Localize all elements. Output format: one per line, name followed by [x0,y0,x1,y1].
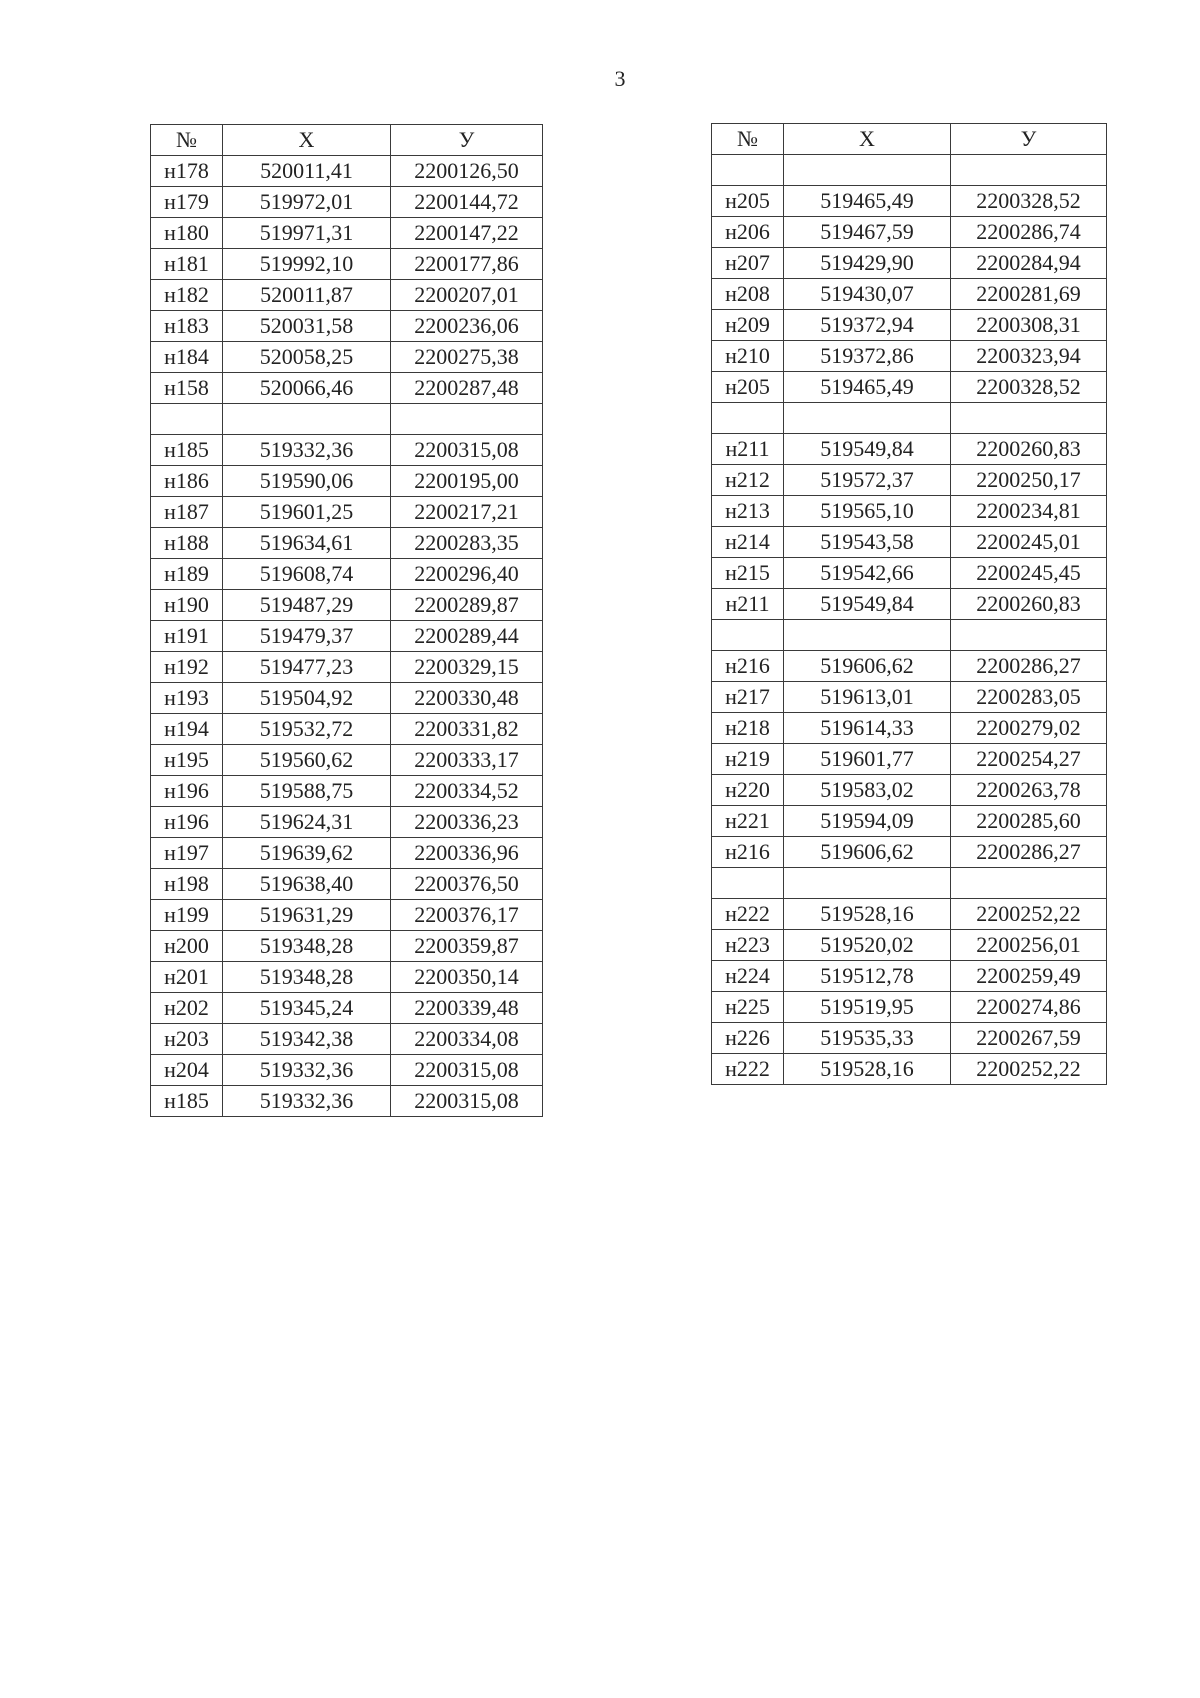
x-coordinate-cell: 519348,28 [223,931,391,962]
y-coordinate-cell: 2200284,94 [951,248,1107,279]
table-row [712,155,1107,186]
y-coordinate-cell: 2200245,45 [951,558,1107,589]
point-number-cell [712,155,784,186]
table-row [151,559,543,590]
point-number-cell: н190 [151,590,223,621]
x-coordinate-cell: 520031,58 [223,311,391,342]
point-number-cell: н194 [151,714,223,745]
x-coordinate-cell: 520011,87 [223,280,391,311]
x-coordinate-cell: 519348,28 [223,962,391,993]
y-coordinate-cell: 2200329,15 [391,652,543,683]
y-coordinate-cell: 2200144,72 [391,187,543,218]
x-coordinate-cell: 519588,75 [223,776,391,807]
y-coordinate-cell: 2200252,22 [951,899,1107,930]
x-coordinate-cell: 519634,61 [223,528,391,559]
y-coordinate-cell [951,868,1107,899]
point-number-cell [151,404,223,435]
x-coordinate-cell [784,155,951,186]
x-coordinate-cell: 519542,66 [784,558,951,589]
x-coordinate-cell: 519613,01 [784,682,951,713]
y-coordinate-cell: 2200236,06 [391,311,543,342]
table-row [712,434,1107,465]
point-number-cell: н206 [712,217,784,248]
table-row [151,683,543,714]
x-coordinate-cell [223,404,391,435]
table-row [712,465,1107,496]
table-row [151,621,543,652]
point-number-cell: н198 [151,869,223,900]
x-coordinate-cell: 519372,86 [784,341,951,372]
table-row [712,496,1107,527]
x-coordinate-cell: 519572,37 [784,465,951,496]
x-coordinate-cell: 519549,84 [784,589,951,620]
point-number-cell: н191 [151,621,223,652]
x-coordinate-cell: 519487,29 [223,590,391,621]
table-row [712,620,1107,651]
x-coordinate-cell: 519479,37 [223,621,391,652]
table-row [712,527,1107,558]
table-row [151,652,543,683]
table-row [712,806,1107,837]
x-coordinate-cell: 519465,49 [784,372,951,403]
point-number-cell: н223 [712,930,784,961]
point-number-cell: н178 [151,156,223,187]
table-row [712,372,1107,403]
y-coordinate-cell: 2200195,00 [391,466,543,497]
x-coordinate-cell: 519332,36 [223,1086,391,1117]
x-coordinate-cell: 519519,95 [784,992,951,1023]
x-coordinate-cell: 519528,16 [784,899,951,930]
x-coordinate-cell: 519639,62 [223,838,391,869]
table-row [151,900,543,931]
x-coordinate-cell: 519601,25 [223,497,391,528]
x-coordinate-cell: 519467,59 [784,217,951,248]
point-number-cell: н209 [712,310,784,341]
point-number-cell: н181 [151,249,223,280]
x-coordinate-cell: 519606,62 [784,651,951,682]
y-coordinate-cell: 2200287,48 [391,373,543,404]
y-coordinate-cell: 2200275,38 [391,342,543,373]
x-coordinate-cell [784,868,951,899]
y-coordinate-cell: 2200245,01 [951,527,1107,558]
point-number-cell: н196 [151,807,223,838]
table-row [151,869,543,900]
point-number-cell [712,403,784,434]
x-coordinate-cell: 519614,33 [784,713,951,744]
point-number-cell: н207 [712,248,784,279]
y-coordinate-cell: 2200274,86 [951,992,1107,1023]
y-coordinate-cell: 2200350,14 [391,962,543,993]
table-row [712,558,1107,589]
y-coordinate-cell: 2200126,50 [391,156,543,187]
table-row [712,961,1107,992]
y-coordinate-cell: 2200376,50 [391,869,543,900]
x-coordinate-cell: 519465,49 [784,186,951,217]
point-number-cell: н184 [151,342,223,373]
x-coordinate-cell: 519972,01 [223,187,391,218]
y-coordinate-cell: 2200339,48 [391,993,543,1024]
x-coordinate-cell: 519332,36 [223,1055,391,1086]
y-coordinate-cell: 2200254,27 [951,744,1107,775]
table-row [151,218,543,249]
y-coordinate-cell: 2200177,86 [391,249,543,280]
table-row [151,1024,543,1055]
table-row [712,837,1107,868]
x-coordinate-cell: 520058,25 [223,342,391,373]
table-row [712,682,1107,713]
point-number-cell: н201 [151,962,223,993]
y-coordinate-cell: 2200252,22 [951,1054,1107,1085]
table-row [151,249,543,280]
table-row [712,217,1107,248]
coordinates-table-left [150,124,543,1117]
x-coordinate-cell: 519543,58 [784,527,951,558]
table-row [151,187,543,218]
y-coordinate-cell: 2200207,01 [391,280,543,311]
point-number-cell: н210 [712,341,784,372]
y-coordinate-cell: 2200296,40 [391,559,543,590]
table-header-row [712,124,1107,155]
point-number-cell [712,868,784,899]
x-coordinate-cell: 519992,10 [223,249,391,280]
table-row [151,497,543,528]
y-coordinate-cell: 2200289,87 [391,590,543,621]
table-row [712,930,1107,961]
point-number-cell: н220 [712,775,784,806]
table-row [712,868,1107,899]
point-number-cell: н212 [712,465,784,496]
table-row [151,156,543,187]
table-row [712,744,1107,775]
table-row [151,776,543,807]
x-coordinate-cell: 519971,31 [223,218,391,249]
table-row [712,341,1107,372]
y-coordinate-cell: 2200260,83 [951,434,1107,465]
table-row [151,590,543,621]
point-number-cell: н204 [151,1055,223,1086]
table-row [151,404,543,435]
y-coordinate-cell: 2200315,08 [391,1086,543,1117]
table-row [712,899,1107,930]
x-coordinate-cell: 519429,90 [784,248,951,279]
point-number-cell: н197 [151,838,223,869]
point-number-cell: н185 [151,1086,223,1117]
y-coordinate-cell: 2200308,31 [951,310,1107,341]
point-number-cell: н182 [151,280,223,311]
table-row [151,280,543,311]
x-coordinate-cell: 519631,29 [223,900,391,931]
y-coordinate-cell: 2200331,82 [391,714,543,745]
table-row [712,1023,1107,1054]
y-coordinate-cell: 2200376,17 [391,900,543,931]
point-number-cell: н214 [712,527,784,558]
x-coordinate-cell: 519608,74 [223,559,391,590]
x-coordinate-cell: 519345,24 [223,993,391,1024]
y-coordinate-cell [951,620,1107,651]
point-number-cell: н221 [712,806,784,837]
point-number-cell: н216 [712,651,784,682]
x-coordinate-cell: 519535,33 [784,1023,951,1054]
page-number: 3 [614,66,626,91]
y-coordinate-cell: 2200336,96 [391,838,543,869]
point-number-cell [712,620,784,651]
y-coordinate-cell: 2200260,83 [951,589,1107,620]
x-coordinate-cell: 519601,77 [784,744,951,775]
point-number-cell: н205 [712,372,784,403]
y-coordinate-cell: 2200330,48 [391,683,543,714]
table-row [151,714,543,745]
x-coordinate-cell: 519532,72 [223,714,391,745]
table-row [712,651,1107,682]
x-coordinate-cell: 519520,02 [784,930,951,961]
header-y: У [391,125,543,156]
table-row [151,311,543,342]
y-coordinate-cell: 2200315,08 [391,1055,543,1086]
table-row [712,186,1107,217]
table-row [151,838,543,869]
y-coordinate-cell: 2200334,08 [391,1024,543,1055]
point-number-cell: н205 [712,186,784,217]
table-row [712,403,1107,434]
y-coordinate-cell: 2200333,17 [391,745,543,776]
point-number-cell: н202 [151,993,223,1024]
point-number-cell: н180 [151,218,223,249]
y-coordinate-cell: 2200336,23 [391,807,543,838]
point-number-cell: н216 [712,837,784,868]
y-coordinate-cell: 2200286,74 [951,217,1107,248]
y-coordinate-cell: 2200289,44 [391,621,543,652]
y-coordinate-cell: 2200286,27 [951,651,1107,682]
point-number-cell: н183 [151,311,223,342]
point-number-cell: н158 [151,373,223,404]
x-coordinate-cell: 519512,78 [784,961,951,992]
table-row [151,373,543,404]
table-header-row [151,125,543,156]
x-coordinate-cell: 519565,10 [784,496,951,527]
x-coordinate-cell: 519477,23 [223,652,391,683]
x-coordinate-cell: 519549,84 [784,434,951,465]
y-coordinate-cell: 2200328,52 [951,186,1107,217]
header-number: № [151,125,223,156]
x-coordinate-cell: 519638,40 [223,869,391,900]
point-number-cell: н200 [151,931,223,962]
x-coordinate-cell: 519332,36 [223,435,391,466]
y-coordinate-cell: 2200279,02 [951,713,1107,744]
header-number: № [712,124,784,155]
point-number-cell: н226 [712,1023,784,1054]
table-row [712,310,1107,341]
x-coordinate-cell [784,403,951,434]
x-coordinate-cell: 519560,62 [223,745,391,776]
table-row [712,1054,1107,1085]
point-number-cell: н211 [712,589,784,620]
x-coordinate-cell: 519342,38 [223,1024,391,1055]
x-coordinate-cell [784,620,951,651]
table-row [151,993,543,1024]
point-number-cell: н189 [151,559,223,590]
y-coordinate-cell: 2200323,94 [951,341,1107,372]
y-coordinate-cell: 2200259,49 [951,961,1107,992]
point-number-cell: н186 [151,466,223,497]
y-coordinate-cell [951,403,1107,434]
x-coordinate-cell: 519430,07 [784,279,951,310]
table-row [151,435,543,466]
point-number-cell: н213 [712,496,784,527]
y-coordinate-cell: 2200283,35 [391,528,543,559]
x-coordinate-cell: 519528,16 [784,1054,951,1085]
y-coordinate-cell: 2200283,05 [951,682,1107,713]
table-row [712,775,1107,806]
x-coordinate-cell: 520066,46 [223,373,391,404]
y-coordinate-cell: 2200234,81 [951,496,1107,527]
y-coordinate-cell: 2200147,22 [391,218,543,249]
x-coordinate-cell: 519372,94 [784,310,951,341]
point-number-cell: н225 [712,992,784,1023]
y-coordinate-cell: 2200286,27 [951,837,1107,868]
table-row [151,807,543,838]
y-coordinate-cell: 2200334,52 [391,776,543,807]
point-number-cell: н222 [712,1054,784,1085]
x-coordinate-cell: 520011,41 [223,156,391,187]
point-number-cell: н199 [151,900,223,931]
point-number-cell: н211 [712,434,784,465]
point-number-cell: н217 [712,682,784,713]
header-x: X [784,124,951,155]
x-coordinate-cell: 519504,92 [223,683,391,714]
point-number-cell: н193 [151,683,223,714]
y-coordinate-cell: 2200267,59 [951,1023,1107,1054]
table-row [151,745,543,776]
y-coordinate-cell: 2200285,60 [951,806,1107,837]
y-coordinate-cell: 2200281,69 [951,279,1107,310]
point-number-cell: н208 [712,279,784,310]
y-coordinate-cell: 2200315,08 [391,435,543,466]
table-row [712,248,1107,279]
point-number-cell: н192 [151,652,223,683]
y-coordinate-cell [951,155,1107,186]
point-number-cell: н203 [151,1024,223,1055]
table-row [151,342,543,373]
table-row [712,713,1107,744]
y-coordinate-cell [391,404,543,435]
table-row [712,589,1107,620]
y-coordinate-cell: 2200263,78 [951,775,1107,806]
y-coordinate-cell: 2200256,01 [951,930,1107,961]
point-number-cell: н219 [712,744,784,775]
point-number-cell: н222 [712,899,784,930]
point-number-cell: н218 [712,713,784,744]
x-coordinate-cell: 519590,06 [223,466,391,497]
y-coordinate-cell: 2200217,21 [391,497,543,528]
point-number-cell: н224 [712,961,784,992]
table-row [151,1055,543,1086]
x-coordinate-cell: 519624,31 [223,807,391,838]
header-x: X [223,125,391,156]
y-coordinate-cell: 2200359,87 [391,931,543,962]
x-coordinate-cell: 519594,09 [784,806,951,837]
y-coordinate-cell: 2200328,52 [951,372,1107,403]
point-number-cell: н196 [151,776,223,807]
point-number-cell: н195 [151,745,223,776]
point-number-cell: н188 [151,528,223,559]
x-coordinate-cell: 519583,02 [784,775,951,806]
point-number-cell: н179 [151,187,223,218]
coordinates-table-right [711,123,1107,1085]
point-number-cell: н185 [151,435,223,466]
table-row [151,1086,543,1117]
table-row [151,962,543,993]
point-number-cell: н215 [712,558,784,589]
table-row [151,466,543,497]
point-number-cell: н187 [151,497,223,528]
table-row [712,279,1107,310]
table-row [151,528,543,559]
x-coordinate-cell: 519606,62 [784,837,951,868]
table-row [712,992,1107,1023]
y-coordinate-cell: 2200250,17 [951,465,1107,496]
table-row [151,931,543,962]
header-y: У [951,124,1107,155]
